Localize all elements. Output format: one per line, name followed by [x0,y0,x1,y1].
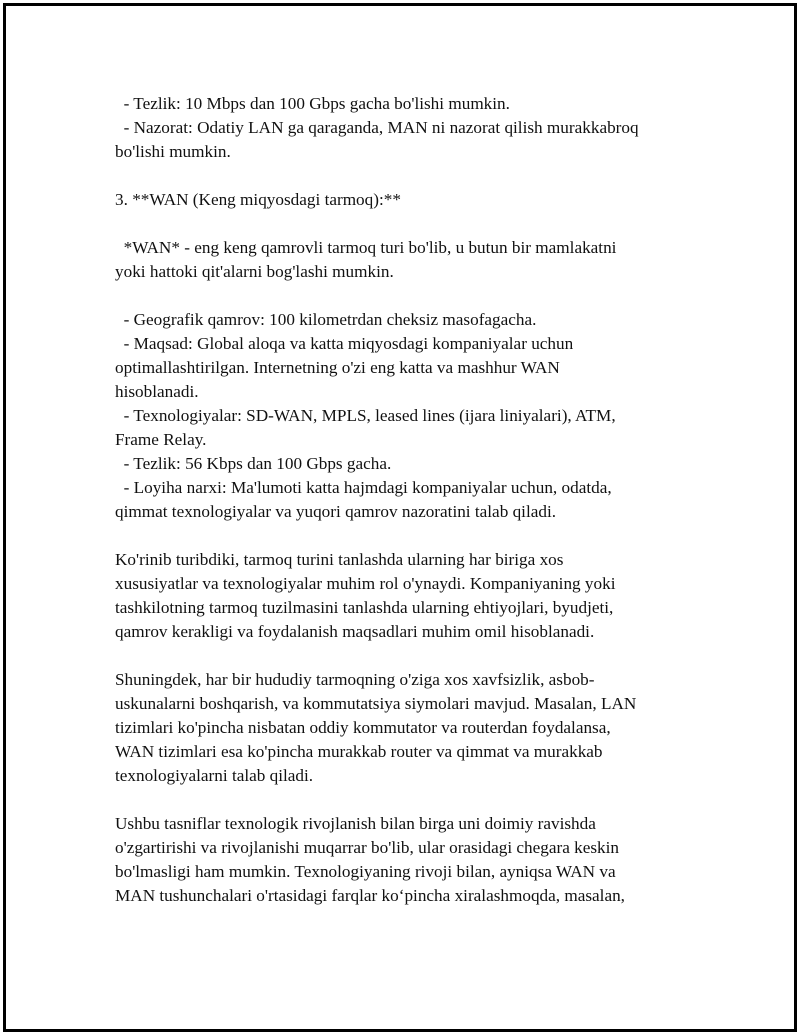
text-line: 3. **WAN (Keng miqyosdagi tarmoq):** [115,190,401,209]
paragraph [115,92,695,164]
text-line: qamrov kerakligi va foydalanish maqsadlari muhim omil hisoblanadi. [115,622,595,641]
text-line: qimmat texnologiyalar va yuqori qamrov nazoratini talab qiladi. [115,502,557,521]
text-line: uskunalarni boshqarish, va kommutatsiya siymolari mavjud. Masalan, LAN [115,694,637,713]
paragraph [115,188,695,212]
text-line: - Texnologiyalar: SD-WAN, MPLS, leased lines (ijara liniyalari), ATM, [115,406,616,425]
text-line: Ushbu tasniflar texnologik rivojlanish bilan birga uni doimiy ravishda [115,814,596,833]
paragraph [115,668,695,788]
text-line: xususiyatlar va texnologiyalar muhim rol o'ynaydi. Kompaniyaning yoki [115,574,616,593]
text-line: texnologiyalarni talab qiladi. [115,766,314,785]
text-line: tashkilotning tarmoq tuzilmasini tanlashda ularning ehtiyojlari, byudjeti, [115,598,614,617]
text-line: - Nazorat: Odatiy LAN ga qaraganda, MAN ni nazorat qilish murakkabroq [115,118,639,137]
text-line: bo'lmasligi ham mumkin. Texnologiyaning rivoji bilan, ayniqsa WAN va [115,862,616,881]
text-line: - Tezlik: 56 Kbps dan 100 Gbps gacha. [115,454,392,473]
paragraph-gap [115,644,695,668]
paragraph [115,548,695,644]
text-line: - Geografik qamrov: 100 kilometrdan cheksiz masofagacha. [115,310,537,329]
paragraph-gap [115,524,695,548]
text-line: tizimlari ko'pincha nisbatan oddiy kommutator va routerdan foydalansa, [115,718,611,737]
text-line: Ko'rinib turibdiki, tarmoq turini tanlashda ularning har biriga xos [115,550,564,569]
text-line: *WAN* - eng keng qamrovli tarmoq turi bo'lib, u butun bir mamlakatni [115,238,617,257]
text-line: hisoblanadi. [115,382,199,401]
text-line: - Tezlik: 10 Mbps dan 100 Gbps gacha bo'lishi mumkin. [115,94,510,113]
paragraph-gap [115,788,695,812]
paragraph [115,236,695,284]
paragraph [115,812,695,908]
text-line: - Maqsad: Global aloqa va katta miqyosdagi kompaniyalar uchun [115,334,574,353]
text-line: optimallashtirilgan. Internetning o'zi eng katta va mashhur WAN [115,358,560,377]
text-line: yoki hattoki qit'alarni bog'lashi mumkin. [115,262,394,281]
text-line: MAN tushunchalari o'rtasidagi farqlar ko‘pincha xiralashmoqda, masalan, [115,886,625,905]
text-line: WAN tizimlari esa ko'pincha murakkab router va qimmat va murakkab [115,742,603,761]
text-line: o'zgartirishi va rivojlanishi muqarrar bo'lib, ular orasidagi chegara keskin [115,838,619,857]
text-line: bo'lishi mumkin. [115,142,231,161]
paragraph [115,308,695,524]
paragraph-gap [115,164,695,188]
text-line: - Loyiha narxi: Ma'lumoti katta hajmdagi kompaniyalar uchun, odatda, [115,478,612,497]
document-body [115,92,695,908]
paragraph-gap [115,212,695,236]
text-line: Shuningdek, har bir hududiy tarmoqning o'ziga xos xavfsizlik, asbob- [115,670,595,689]
paragraph-gap [115,284,695,308]
text-line: Frame Relay. [115,430,207,449]
